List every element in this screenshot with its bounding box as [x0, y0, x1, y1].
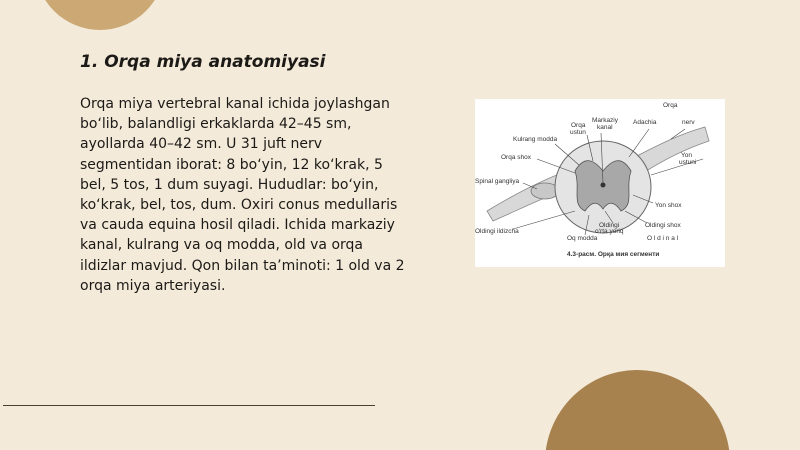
label-yon-ustuni-1: Yon: [681, 152, 692, 159]
spinal-cord-figure: [475, 99, 725, 267]
label-oldingi-shox: Oldingi shox: [645, 222, 681, 229]
label-orqa-ustun-2: ustun: [570, 129, 586, 136]
label-markaziy-1: Markaziy: [592, 117, 619, 124]
label-oldingi-ildizcha: Oldingi ildizcha: [475, 228, 519, 235]
divider-line: [3, 405, 375, 406]
label-spinal-gangliya: Spinal gangliya: [475, 178, 520, 185]
label-orqa-shox: Orqa shox: [501, 154, 531, 161]
decorative-circle-top: [35, 0, 165, 30]
spinal-cord-illustration: [475, 99, 725, 267]
slide-title: 1. Orqa miya anatomiyasi: [80, 52, 326, 72]
label-kulrang-modda: Kulrang modda: [513, 136, 558, 143]
label-oldingi-yoriq-1: Oldingi: [599, 222, 620, 229]
label-oldingi-yoriq-2: o‘rta yoriq: [595, 228, 624, 235]
label-oldinal: O l d i n a l: [647, 235, 679, 242]
slide-body-text: Orqa miya vertebral kanal ichida joylashgan bo‘lib, balandligi erkaklarda 42–45 sm, ayollarda 40–42 sm. U 31 juft nerv segmentidan iborat: 8 bo‘yin, 12 ko‘krak, 5 bel, 5 tos, 1 dum suyagi. Hududlar: bo‘yin, ko‘krak, bel, tos, dum. Oxiri conus medullaris va cauda equina hosil qiladi. Ichida markaziy kanal, kulrang va oq modda, old va orqa ildizlar mavjud. Qon bilan ta’minoti: 1 old va 2 orqa miya arteriyasi.: [80, 96, 405, 294]
label-orqa-ustun-1: Orqa: [571, 122, 586, 129]
figure-caption: 4.3-расм. Орқа мия сегменти: [567, 251, 660, 258]
label-yon-shox: Yon shox: [655, 202, 682, 209]
central-canal-dot: [601, 183, 606, 188]
label-oq-modda: Oq modda: [567, 235, 598, 242]
label-adachia: Adachia: [633, 119, 657, 126]
decorative-circle-bottom: [545, 370, 730, 450]
label-orqa: Orqa: [663, 102, 678, 109]
label-nerv: nerv: [682, 119, 695, 126]
label-markaziy-2: kanal: [597, 124, 613, 131]
label-yon-ustuni-2: ustuni: [679, 159, 697, 166]
